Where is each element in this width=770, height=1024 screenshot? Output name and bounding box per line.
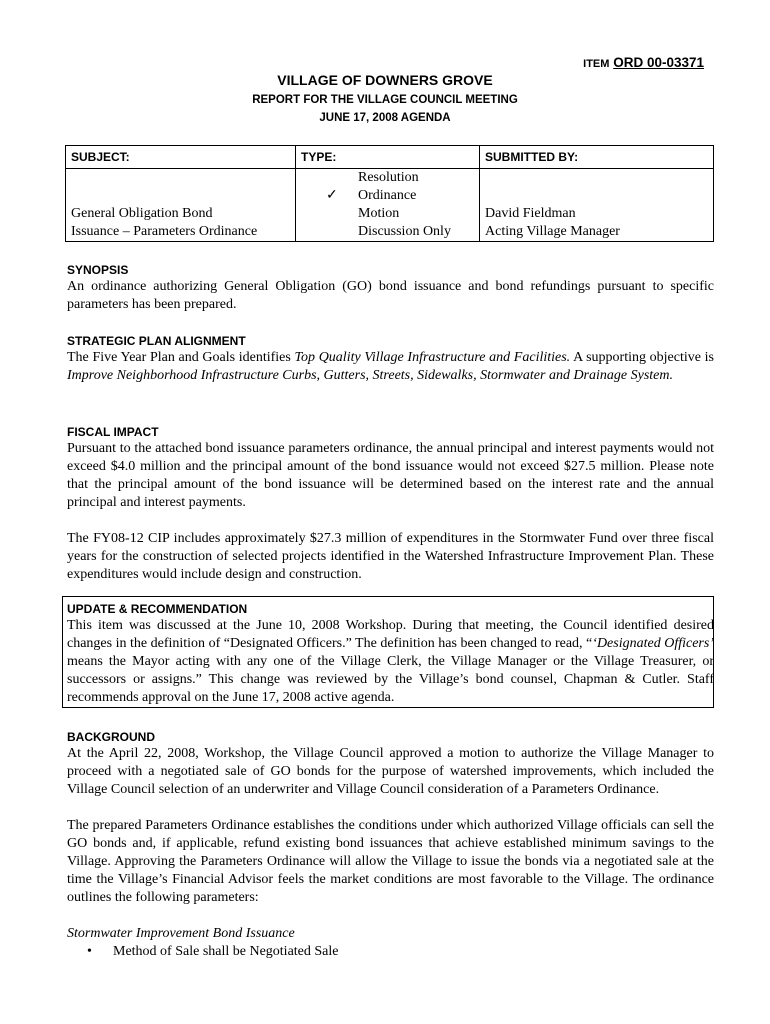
fiscal-heading: FISCAL IMPACT	[67, 425, 159, 439]
update-section	[67, 601, 714, 707]
strategic-goal: Top Quality Village Infrastructure and Facilities.	[294, 350, 571, 365]
type-option-discussion: Discussion Only	[358, 224, 451, 239]
synopsis-text: An ordinance authorizing General Obligation (GO) bond issuance and bond refundings pursuant to specific parameters has been prepared.	[67, 279, 714, 312]
subject-line-1: General Obligation Bond	[71, 206, 213, 221]
background-section	[67, 729, 714, 961]
strategic-text: The Five Year Plan and Goals identifies Top Quality Village Infrastructure and Facilities. A supporting objective is Improve Neighborhood Infrastructure Curbs, Gutters, Streets, Sidewalks, Stormwater and Drainage System.	[67, 350, 714, 383]
fiscal-para-2: The FY08-12 CIP includes approximately $27.3 million of expenditures in the Stormwater Fund over three fiscal years for the construction of selected projects identified in the Watershed Infrastructure Improvement Plan. These expenditures would include design and construction.	[67, 531, 714, 582]
submitted-by-label: SUBMITTED BY:	[480, 146, 714, 169]
type-label: TYPE:	[296, 146, 480, 169]
submitter-name: David Fieldman	[485, 206, 576, 221]
type-options	[358, 169, 451, 241]
background-para-2: The prepared Parameters Ordinance establishes the conditions under which authorized Village officials can sell the GO bonds and, if applicable, refund existing bond issuances that achieve established minimum savings to the Village. Approving the Parameters Ordinance will allow the Village to issue the bonds via a negotiated sale at the time the Village’s Financial Advisor feels the market conditions are most favorable to the Village. The ordinance outlines the following parameters:	[67, 818, 714, 905]
document-title: VILLAGE OF DOWNERS GROVE	[277, 72, 493, 88]
info-table	[65, 145, 714, 242]
list-item: • Method of Sale shall be Negotiated Sale	[87, 943, 714, 961]
background-subheading: Stormwater Improvement Bond Issuance	[67, 926, 295, 941]
type-option-motion: Motion	[358, 206, 400, 221]
checkmark-icon: ✓	[326, 188, 338, 203]
strategic-heading: STRATEGIC PLAN ALIGNMENT	[67, 334, 246, 348]
item-number: ORD 00-03371	[613, 55, 704, 70]
fiscal-section	[67, 424, 714, 584]
update-text: This item was discussed at the June 10, 2008 Workshop. During that meeting, the Council identified desired changes in the definition of “Designated Officers.” The definition has been changed to read, “‘Designated Officers’ means the Mayor acting with any one of the Village Clerk, the Village Manager or the Village Treasurer, or successors or assigns.” This change was reviewed by the Village’s bond counsel, Chapman & Cutler. Staff recommends approval on the June 17, 2008 active agenda.	[67, 618, 714, 705]
strategic-objective: Improve Neighborhood Infrastructure Curbs, Gutters, Streets, Sidewalks, Stormwater and Drainage System.	[67, 368, 673, 383]
subject-label: SUBJECT:	[66, 146, 296, 169]
type-option-ordinance: Ordinance	[358, 188, 417, 203]
submitted-by-cell	[480, 169, 714, 242]
item-prefix: ITEM	[583, 58, 610, 70]
subject-cell	[66, 169, 296, 242]
document-subtitle: REPORT FOR THE VILLAGE COUNCIL MEETING	[252, 94, 518, 106]
synopsis-section	[67, 262, 714, 314]
background-heading: BACKGROUND	[67, 730, 155, 744]
update-heading: UPDATE & RECOMMENDATION	[67, 602, 248, 616]
item-number-line	[583, 55, 704, 70]
fiscal-para-1: Pursuant to the attached bond issuance parameters ordinance, the annual principal and interest payments would not exceed $4.0 million and the principal amount of the bond issuance would not exceed $27.5 million. Please note that the principal amount of the bond issuance will be determined based on the interest rate and the annual principal and interest payments.	[67, 441, 714, 510]
submitter-title: Acting Village Manager	[485, 224, 620, 239]
synopsis-heading: SYNOPSIS	[67, 263, 129, 277]
background-bullets	[67, 943, 714, 961]
update-term: ‘Designated Officers’	[592, 636, 714, 651]
strategic-section	[67, 333, 714, 385]
agenda-date: JUNE 17, 2008 AGENDA	[319, 112, 451, 124]
type-option-resolution: Resolution	[358, 170, 419, 185]
background-para-1: At the April 22, 2008, Workshop, the Village Council approved a motion to authorize the Village Manager to proceed with a negotiated sale of GO bonds for the purpose of watershed improvements, which included the Village Council selection of an underwriter and Village Council consideration of a Parameters Ordinance.	[67, 746, 714, 797]
type-cell	[296, 169, 480, 242]
subject-line-2: Issuance – Parameters Ordinance	[71, 224, 258, 239]
